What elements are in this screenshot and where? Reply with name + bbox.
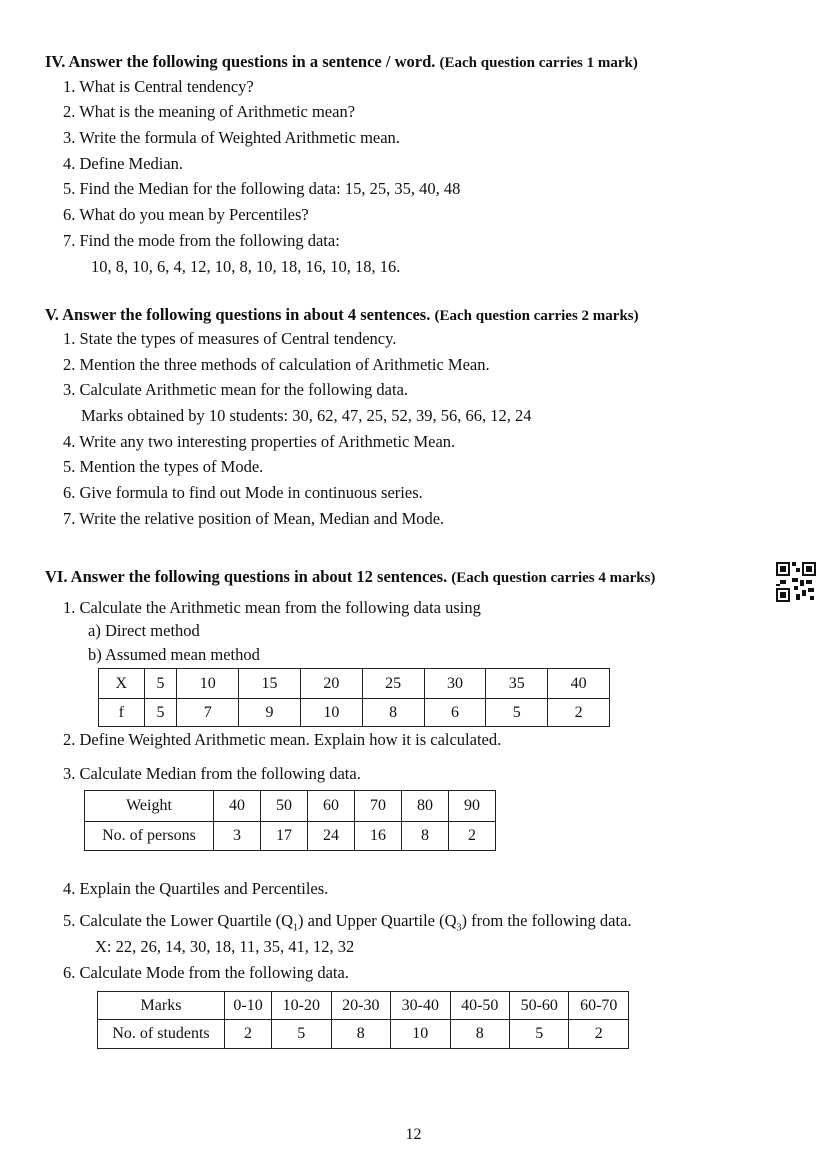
table-cell: 80 (402, 791, 449, 822)
table-cell: 2 (225, 1020, 272, 1049)
table-cell: 30-40 (391, 992, 450, 1020)
table-cell: 3 (214, 822, 261, 851)
section-iv-question: 6. What do you mean by Percentiles? (63, 205, 309, 224)
table-cell: 10 (177, 669, 239, 699)
table-cell: 40-50 (450, 992, 509, 1020)
table-cell: 10-20 (272, 992, 331, 1020)
table-cell: X (99, 669, 145, 699)
table-cell: f (99, 699, 145, 727)
table-cell: 20-30 (331, 992, 390, 1020)
table-cell: 60 (308, 791, 355, 822)
table-cell: 2 (548, 699, 610, 727)
table-cell: 90 (449, 791, 496, 822)
section-v-q3-data: Marks obtained by 10 students: 30, 62, 47, 25, 52, 39, 56, 66, 12, 24 (81, 406, 532, 425)
table-cell: 16 (355, 822, 402, 851)
table-cell: 5 (510, 1020, 569, 1049)
table-cell: 17 (261, 822, 308, 851)
section-iv-question: 1. What is Central tendency? (63, 77, 254, 96)
frequency-table (98, 668, 610, 727)
section-iv-heading (45, 52, 638, 72)
section-vi-question-3: 3. Calculate Median from the following data. (63, 764, 361, 783)
section-iv-question: 2. What is the meaning of Arithmetic mean? (63, 102, 356, 121)
q5-text-part: ) and Upper Quartile (Q (298, 911, 457, 930)
section-vi-title: VI. Answer the following questions in about 12 sentences. (45, 567, 448, 586)
section-vi-heading (45, 567, 655, 587)
table-cell: Weight (85, 791, 214, 822)
section-vi-q5-data: X: 22, 26, 14, 30, 18, 11, 35, 41, 12, 32 (95, 937, 355, 956)
q5-subscript: 1 (293, 922, 298, 934)
table-cell: 40 (548, 669, 610, 699)
section-v-question: 2. Mention the three methods of calculation of Arithmetic Mean. (63, 355, 490, 374)
section-vi-question-5 (63, 911, 632, 933)
section-vi-question-2: 2. Define Weighted Arithmetic mean. Explain how it is calculated. (63, 730, 502, 749)
section-v-question: 7. Write the relative position of Mean, Median and Mode. (63, 509, 445, 528)
section-vi-q1-option-b: b) Assumed mean method (88, 645, 260, 664)
table-cell: 8 (450, 1020, 509, 1049)
table-cell: 8 (402, 822, 449, 851)
table-cell: 70 (355, 791, 402, 822)
table-cell: 40 (214, 791, 261, 822)
table-cell: No. of students (98, 1020, 225, 1049)
section-v-question: 6. Give formula to find out Mode in continuous series. (63, 483, 423, 502)
table-cell: 10 (300, 699, 362, 727)
table-cell: 30 (424, 669, 486, 699)
table-cell: 6 (424, 699, 486, 727)
table-cell: 8 (331, 1020, 390, 1049)
page-number: 12 (405, 1126, 422, 1143)
median-table (84, 790, 496, 851)
q5-text-part: 5. Calculate the Lower Quartile (Q (63, 911, 293, 930)
table-cell: 25 (362, 669, 424, 699)
section-v-title: V. Answer the following questions in about 4 sentences. (45, 305, 431, 324)
table-cell: 9 (239, 699, 301, 727)
section-v-question: 5. Mention the types of Mode. (63, 457, 264, 476)
table-cell: 5 (486, 699, 548, 727)
section-v-question: 1. State the types of measures of Central tendency. (63, 329, 397, 348)
section-iv-question: 4. Define Median. (63, 154, 184, 173)
q5-subscript: 3 (456, 922, 462, 934)
table-cell: 2 (449, 822, 496, 851)
table-cell: 24 (308, 822, 355, 851)
mode-table (97, 991, 629, 1049)
section-vi-q1-option-a: a) Direct method (88, 621, 200, 640)
qr-code-icon (776, 562, 816, 602)
section-iv-question: 5. Find the Median for the following data: 15, 25, 35, 40, 48 (63, 179, 461, 198)
table-cell: 10 (391, 1020, 450, 1049)
section-v-question: 4. Write any two interesting properties of Arithmetic Mean. (63, 432, 456, 451)
table-cell: 0-10 (225, 992, 272, 1020)
q5-text-part: ) from the following data. (461, 911, 632, 930)
section-iv-marks-note: (Each question carries 1 mark) (439, 55, 638, 71)
section-vi-marks-note: (Each question carries 4 marks) (451, 570, 656, 586)
table-cell: 50 (261, 791, 308, 822)
table-cell: Marks (98, 992, 225, 1020)
table-cell: 20 (300, 669, 362, 699)
section-vi-question-4: 4. Explain the Quartiles and Percentiles. (63, 879, 329, 898)
section-iv-q7-data: 10, 8, 10, 6, 4, 12, 10, 8, 10, 18, 16, 10, 18, 16. (91, 257, 401, 276)
section-iv-question: 7. Find the mode from the following data: (63, 231, 340, 250)
table-cell: 2 (569, 1020, 629, 1049)
table-cell: 7 (177, 699, 239, 727)
table-cell: 60-70 (569, 992, 629, 1020)
table-cell: 5 (272, 1020, 331, 1049)
table-cell: 5 (144, 669, 177, 699)
table-cell: 8 (362, 699, 424, 727)
table-cell: 50-60 (510, 992, 569, 1020)
section-vi-question-6: 6. Calculate Mode from the following data. (63, 963, 349, 982)
section-v-question: 3. Calculate Arithmetic mean for the following data. (63, 380, 409, 399)
table-cell: 5 (144, 699, 177, 727)
section-iv-question: 3. Write the formula of Weighted Arithmetic mean. (63, 128, 400, 147)
table-cell: No. of persons (85, 822, 214, 851)
table-cell: 15 (239, 669, 301, 699)
table-cell: 35 (486, 669, 548, 699)
section-iv-title: IV. Answer the following questions in a sentence / word. (45, 52, 436, 71)
section-vi-question-1: 1. Calculate the Arithmetic mean from the following data using (63, 598, 481, 617)
section-v-heading (45, 305, 639, 325)
section-v-marks-note: (Each question carries 2 marks) (434, 308, 639, 324)
